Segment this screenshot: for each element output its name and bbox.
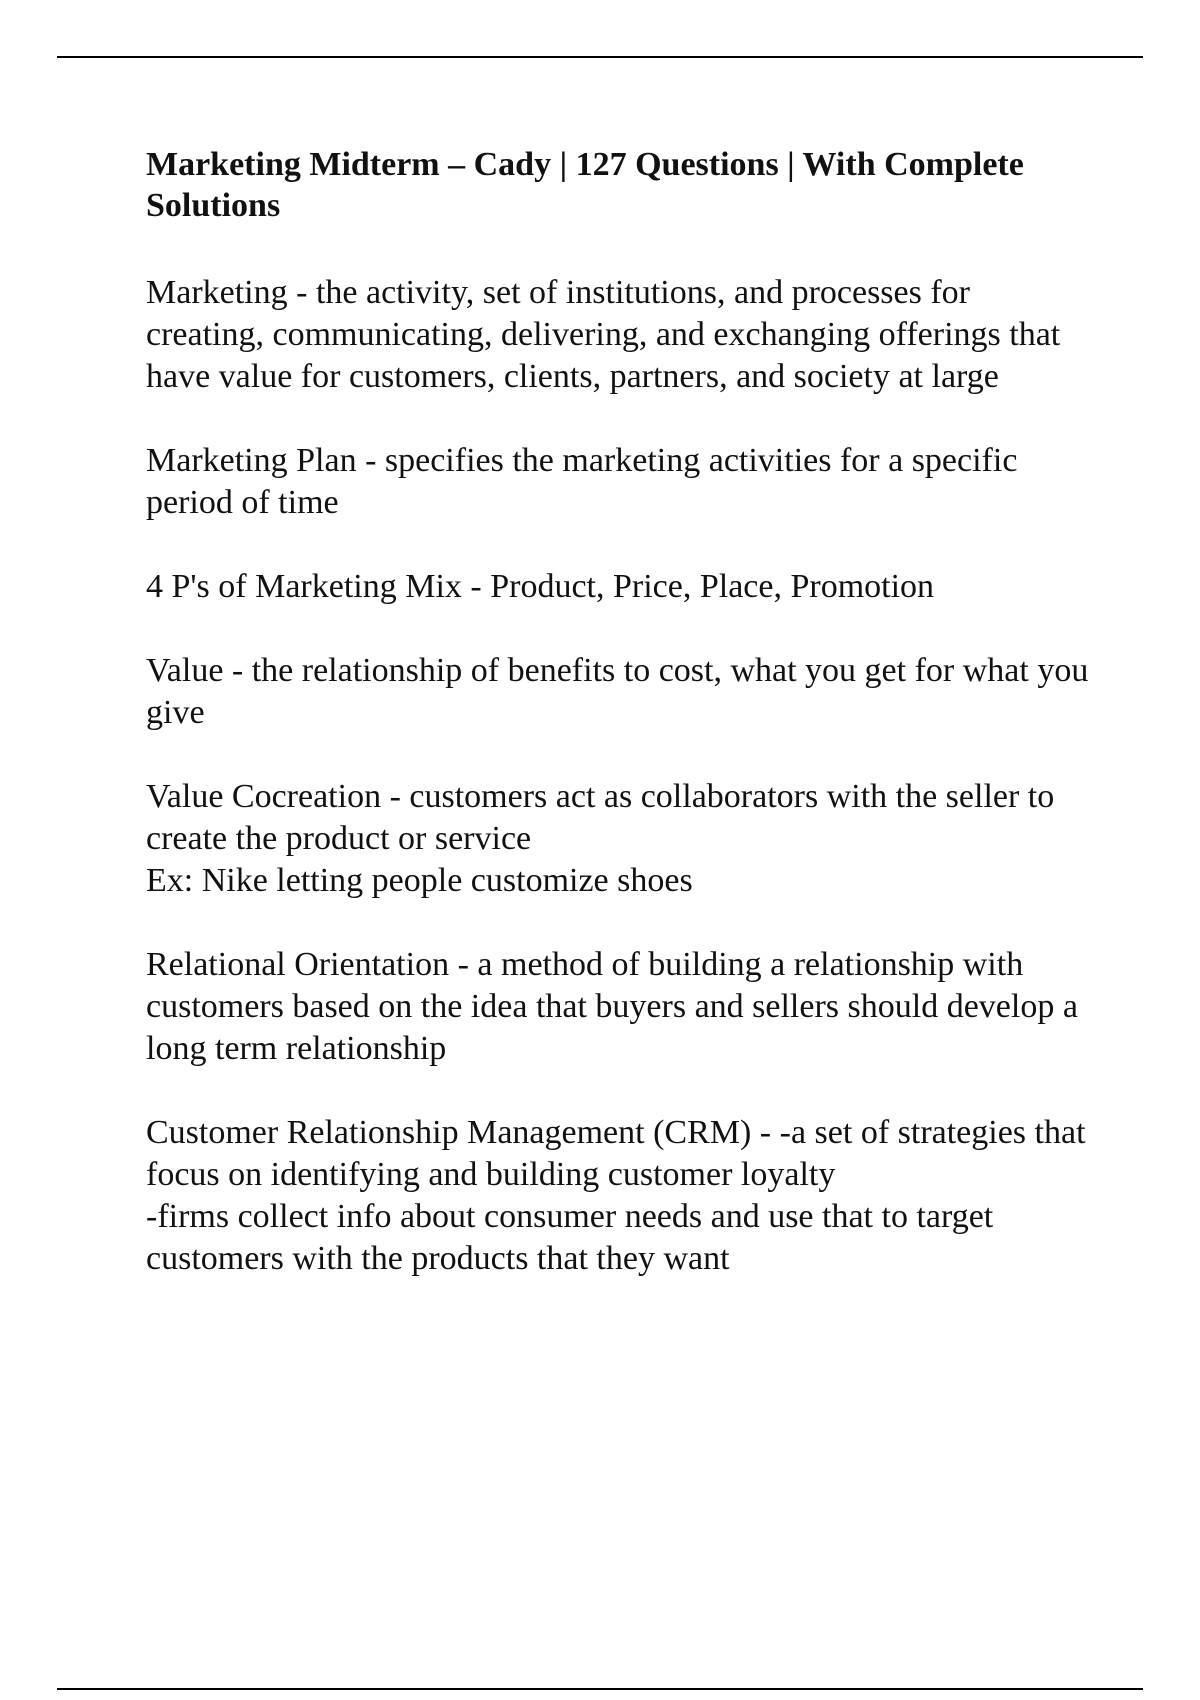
entry-text: 4 P's of Marketing Mix - Product, Price, Place, Promotion [146, 568, 935, 605]
definition-entry [146, 944, 1096, 1070]
bottom-divider [57, 1688, 1143, 1690]
entry-text: Customer Relationship Management (CRM) - -a set of strategies that focus on identifying and building customer loyalty [146, 1114, 1086, 1193]
entry-text: Relational Orientation - a method of building a relationship with customers based on the idea that buyers and sellers should develop a long term relationship [146, 946, 1078, 1067]
definition-entry [146, 440, 1096, 524]
definition-entry [146, 1112, 1096, 1280]
definition-entry [146, 776, 1096, 902]
document-body [146, 144, 1096, 1322]
entry-text: Marketing - the activity, set of institutions, and processes for creating, communicating, delivering, and exchanging offerings that have value for customers, clients, partners, and society at large [146, 274, 1061, 395]
entry-detail: -firms collect info about consumer needs and use that to target customers with the products that they want [146, 1198, 994, 1277]
entry-text: Marketing Plan - specifies the marketing activities for a specific period of time [146, 442, 1018, 521]
definition-entry [146, 272, 1096, 398]
entry-text: Value Cocreation - customers act as collaborators with the seller to create the product or service [146, 778, 1055, 857]
entry-example: Ex: Nike letting people customize shoes [146, 862, 693, 899]
definition-entry [146, 566, 1096, 608]
document-title: Marketing Midterm – Cady | 127 Questions | With Complete Solutions [146, 146, 1024, 224]
entry-text: Value - the relationship of benefits to cost, what you get for what you give [146, 652, 1089, 731]
definition-entry [146, 650, 1096, 734]
top-divider [57, 56, 1143, 58]
